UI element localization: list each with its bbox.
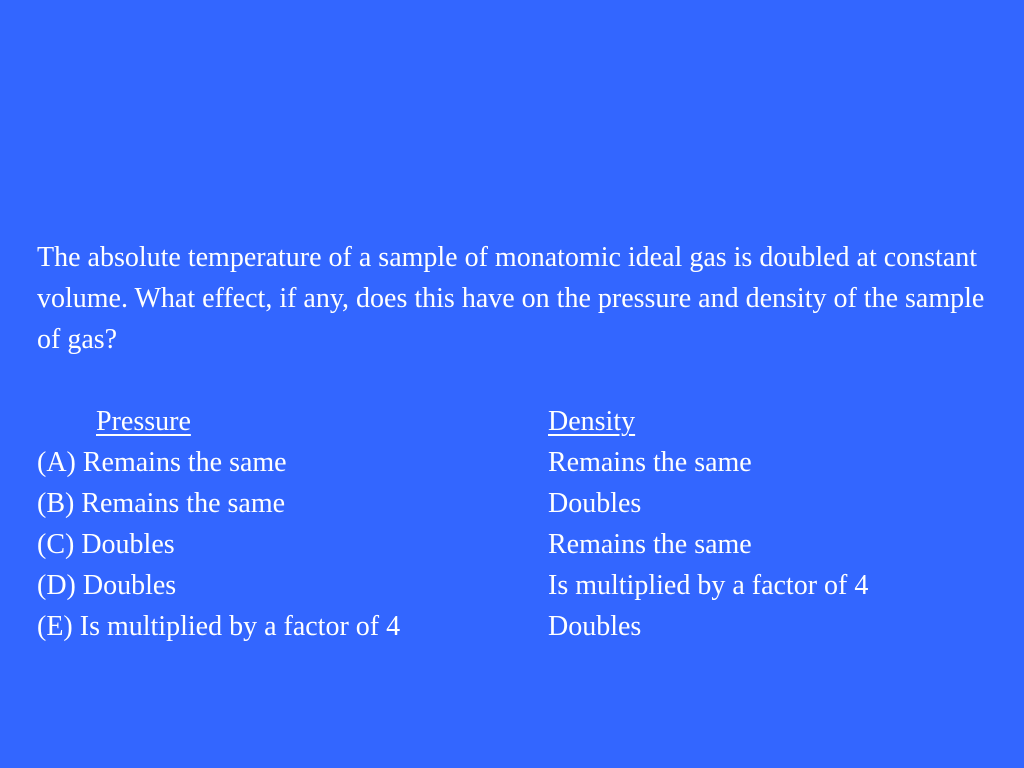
option-d-density: Is multiplied by a factor of 4: [548, 570, 869, 601]
option-d-pressure: (D) Doubles: [37, 570, 177, 601]
option-row-a: [37, 442, 997, 483]
option-e-pressure: (E) Is multiplied by a factor of 4: [37, 611, 401, 642]
answer-table: [37, 401, 997, 647]
option-b-pressure: (B) Remains the same: [37, 488, 286, 519]
option-row-c: [37, 524, 997, 565]
option-row-b: [37, 483, 997, 524]
pressure-header: Pressure: [96, 406, 191, 437]
question-text: The absolute temperature of a sample of monatomic ideal gas is doubled at constant volume. What effect, if any, does this have on the pressure and density of the sample of gas?: [37, 242, 985, 355]
option-b-density: Doubles: [548, 488, 642, 519]
option-a-density: Remains the same: [548, 447, 752, 478]
option-row-d: [37, 565, 997, 606]
option-c-density: Remains the same: [548, 529, 752, 560]
option-c-pressure: (C) Doubles: [37, 529, 175, 560]
option-e-density: Doubles: [548, 611, 642, 642]
option-row-e: [37, 606, 997, 647]
column-headers: [37, 401, 997, 442]
density-header: Density: [548, 406, 636, 437]
option-a-pressure: (A) Remains the same: [37, 447, 287, 478]
